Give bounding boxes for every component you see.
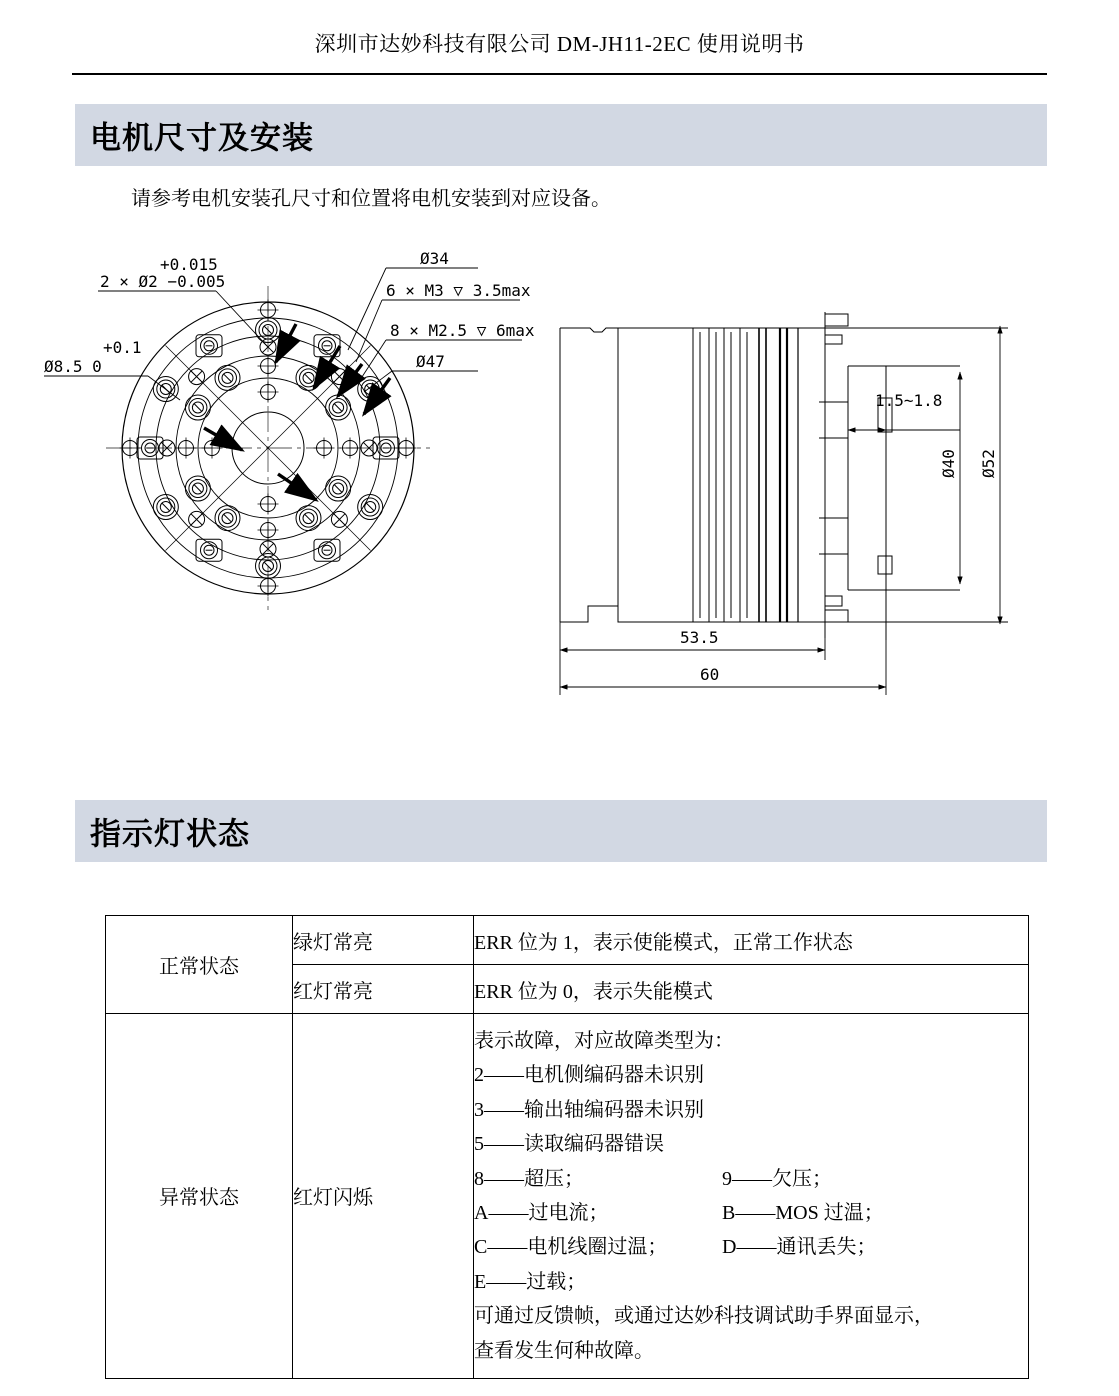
callout-dia-40: Ø40 xyxy=(939,449,958,478)
table-row xyxy=(106,1014,1029,1379)
callout-dia-52: Ø52 xyxy=(979,449,998,478)
cell-lamp-green-solid: 绿灯常亮 xyxy=(293,916,474,965)
callout-gap-range: 1.5~1.8 xyxy=(875,391,943,410)
page-header-title: 深圳市达妙科技有限公司 DM-JH11-2EC 使用说明书 xyxy=(314,32,805,56)
cell-state-abnormal: 异常状态 xyxy=(106,1014,293,1379)
fault-code-b: B——MOS 过温； xyxy=(722,1201,884,1224)
fault-code-3: 3——输出轴编码器未识别 xyxy=(474,1098,704,1121)
fault-code-d: D——通讯丢失； xyxy=(722,1236,877,1259)
section-heading-led-status xyxy=(75,800,1047,862)
cell-desc-enabled: ERR 位为 1，表示使能模式，正常工作状态 xyxy=(474,916,1029,965)
fault-note-line-1: 可通过反馈帧，或通过达妙科技调试助手界面显示， xyxy=(474,1305,934,1328)
callout-pin-2x-tolerance-upper: +0.015 xyxy=(160,255,218,274)
fault-code-c: C——电机线圈过温； xyxy=(474,1236,668,1259)
fault-code-pair-a-b xyxy=(474,1196,1028,1230)
cell-desc-disabled: ERR 位为 0，表示失能模式 xyxy=(474,965,1029,1014)
callout-bore-dia: Ø8.5 0 xyxy=(44,357,102,376)
motor-dimension-drawing xyxy=(30,240,1060,710)
cell-state-normal: 正常状态 xyxy=(106,916,293,1014)
table-row xyxy=(106,916,1029,965)
callout-length-total: 60 xyxy=(700,665,720,684)
cell-desc-fault-codes xyxy=(474,1014,1029,1379)
led-status-table xyxy=(105,915,1029,1379)
motor-install-paragraph: 请参考电机安装孔尺寸和位置将电机安装到对应设备。 xyxy=(131,188,611,210)
fault-code-2: 2——电机侧编码器未识别 xyxy=(474,1064,704,1087)
fault-code-pair-8-9 xyxy=(474,1162,1028,1196)
fault-code-5: 5——读取编码器错误 xyxy=(474,1133,664,1156)
callout-length-body: 53.5 xyxy=(680,628,719,647)
callout-bolt-circle-47: Ø47 xyxy=(416,352,445,371)
callout-bore-tolerance-upper: +0.1 xyxy=(103,338,142,357)
header-divider-rule xyxy=(72,73,1047,75)
cell-lamp-red-blink: 红灯闪烁 xyxy=(293,1014,474,1379)
section-heading-motor-dimensions xyxy=(75,104,1047,166)
fault-note-line-2: 查看发生何种故障。 xyxy=(474,1339,654,1362)
fault-code-e: E——过载； xyxy=(474,1270,587,1293)
fault-intro: 表示故障，对应故障类型为： xyxy=(474,1030,734,1052)
callout-pin-2x: 2 × Ø2 −0.005 xyxy=(100,272,226,291)
section-heading-motor-label: 电机尺寸及安装 xyxy=(90,120,314,156)
section-heading-led-label: 指示灯状态 xyxy=(90,816,250,852)
fault-code-pair-c-d xyxy=(474,1230,1028,1264)
fault-code-9: 9——欠压； xyxy=(722,1167,832,1190)
callout-thread-m25: 8 × M2.5 ▽ 6max xyxy=(390,321,535,340)
fault-code-a: A——过电流； xyxy=(474,1201,609,1224)
cell-lamp-red-solid: 红灯常亮 xyxy=(293,965,474,1014)
fault-code-8: 8——超压； xyxy=(474,1167,584,1190)
callout-bolt-circle-34: Ø34 xyxy=(420,249,449,268)
callout-thread-m3: 6 × M3 ▽ 3.5max xyxy=(386,281,531,300)
